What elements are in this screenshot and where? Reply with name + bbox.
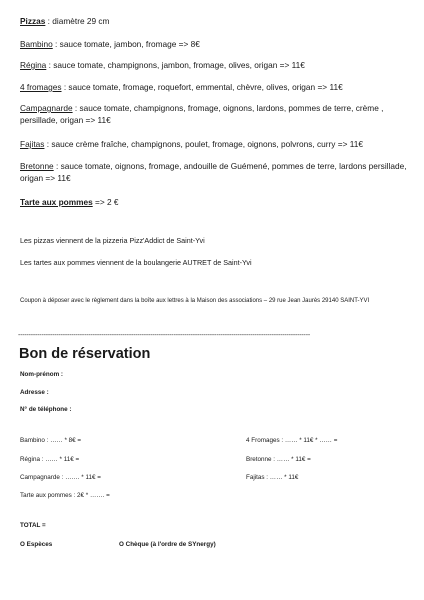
order-line-bambino: Bambino : …… * 8€ = [20,437,82,444]
payment-cash-option: O Espèces [20,541,53,548]
menu-header [20,16,109,26]
menu-item-campagnarde [20,103,412,126]
menu-item-name: Campagnarde [20,103,73,113]
menu-item-desc: : sauce tomate, oignons, fromage, andouille de Guémené, pommes de terre, lardons persillade, origan => 11€ [20,161,407,183]
total-label: TOTAL = [20,522,46,529]
menu-item-regina [20,60,305,70]
menu-item-desc: : sauce tomate, jambon, fromage => 8€ [52,39,200,49]
tarte-price: => 2 € [92,197,119,207]
menu-item-name: Bambino [20,39,53,49]
menu-header-text: : diamètre 29 cm [45,16,110,26]
menu-item-name: Bretonne [20,161,54,171]
address-field-label: Adresse : [20,389,49,396]
order-line-4-fromages: 4 Fromages : …… * 11€ * …… = [246,437,338,444]
coupon-instructions: Coupon à déposer avec le règlement dans la boîte aux lettres à la Maison des associations – 29 rue Jean Jaurès 29140 SAINT-YVI [20,298,370,304]
menu-item-desc: : sauce tomate, champignons, jambon, fromage, olives, origan => 11€ [46,60,305,70]
pizza-origin-note: Les pizzas viennent de la pizzeria Pizz'Addict de Saint-Yvi [20,236,205,245]
form-title: Bon de réservation [19,346,151,362]
menu-item-desc: : sauce crème fraîche, champignons, poulet, fromage, oignons, polvrons, curry => 11€ [44,139,363,149]
menu-item-desc: : sauce tomate, champignons, fromage, oignons, lardons, pommes de terre, crème , persillade, origan => 11€ [20,103,384,125]
menu-item-desc: : sauce tomate, fromage, roquefort, emmental, chèvre, olives, origan => 11€ [61,82,343,92]
menu-header-label: Pizzas [20,16,46,26]
payment-check-option: O Chèque (à l'ordre de SYnergy) [119,541,216,548]
menu-item-fajitas [20,139,363,149]
name-field-label: Nom-prénom : [20,371,64,378]
menu-item-bretonne [20,161,412,184]
phone-field-label: N° de téléphone : [20,406,72,413]
menu-item-tarte [20,197,119,207]
menu-item-name: 4 fromages [20,82,62,92]
order-line-campagnarde: Campagnarde : ……. * 11€ = [20,474,101,481]
order-line-bretonne: Bretonne : …… * 11€ = [246,456,311,463]
menu-item-name: Fajitas [20,139,45,149]
menu-item-name: Régina [20,60,47,70]
menu-item-4-fromages [20,82,343,92]
order-line-tarte: Tarte aux pommes : 2€ * ……. = [20,492,110,499]
tarte-origin-note: Les tartes aux pommes viennent de la boulangerie AUTRET de Saint-Yvi [20,258,252,267]
menu-item-bambino [20,39,200,49]
cut-line-separator: ----------------------------------------------------------------------------------------------------------------------------------------- [18,332,310,339]
order-line-fajitas: Fajitas : …… * 11€ [246,474,299,481]
tarte-name: Tarte aux pommes [20,197,93,207]
order-line-regina: Régina : …… * 11€ = [20,456,80,463]
